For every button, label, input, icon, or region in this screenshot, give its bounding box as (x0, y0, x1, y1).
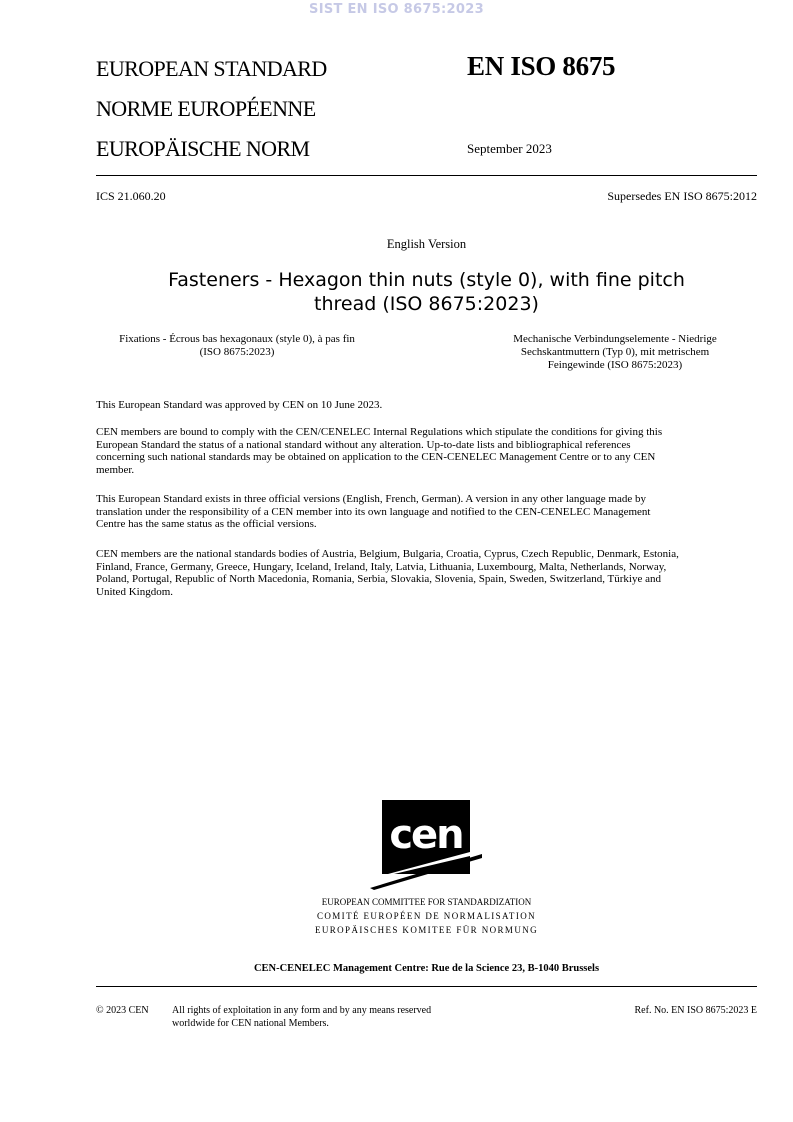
compliance-line: European Standard the status of a national standard without any alteration. Up-to-date lists and bibliographical references (96, 438, 631, 451)
german-title-line-1: Mechanische Verbindungselemente - Niedrige (513, 333, 717, 345)
title-german: EUROPÄISCHE NORM (96, 136, 310, 161)
title-french: NORME EUROPÉENNE (96, 96, 316, 121)
versions-line: Centre has the same status as the official versions. (96, 518, 317, 530)
management-centre-address: CEN-CENELEC Management Centre: Rue de la Science 23, B-1040 Brussels (253, 963, 600, 974)
compliance-paragraph (96, 426, 758, 476)
members-line: Finland, France, Germany, Greece, Hungary, Iceland, Ireland, Italy, Latvia, Lithuania, Luxembourg, Malta, Netherlands, Norway, (96, 560, 667, 573)
cen-logo-text: cen (389, 812, 463, 858)
document-title (96, 268, 757, 316)
header-divider (96, 175, 757, 176)
committee-english: EUROPEAN COMMITTEE FOR STANDARDIZATION (321, 897, 532, 907)
approval-paragraph: This European Standard was approved by CEN on 10 June 2023. (96, 399, 383, 411)
members-line: Poland, Portugal, Republic of North Macedonia, Romania, Serbia, Slovakia, Slovenia, Spain, Sweden, Switzerland, Türkiye and (96, 573, 661, 585)
committee-french: COMITÉ EUROPÉEN DE NORMALISATION (316, 911, 537, 921)
members-line: CEN members are the national standards bodies of Austria, Belgium, Bulgaria, Croatia, Cyprus, Czech Republic, Denmark, Estonia, (96, 548, 679, 560)
footer-divider (96, 986, 757, 987)
standard-number: EN ISO 8675 (467, 51, 616, 81)
rights-line: worldwide for CEN national Members. (172, 1017, 329, 1029)
versions-paragraph (96, 493, 758, 531)
publication-date: September 2023 (467, 141, 552, 156)
committee-german: EUROPÄISCHES KOMITEE FÜR NORMUNG (314, 925, 539, 935)
document-title-line-1: Fasteners - Hexagon thin nuts (style 0), with fine pitch (168, 269, 685, 291)
compliance-line: member. (96, 463, 135, 476)
watermark-text: SIST EN ISO 8675:2023 (309, 2, 484, 17)
german-title-line-3: Feingewinde (ISO 8675:2023) (547, 359, 683, 371)
members-line: United Kingdom. (96, 585, 173, 598)
cen-logo (370, 800, 482, 890)
german-title (470, 333, 760, 372)
rights-statement (172, 1005, 431, 1030)
versions-line: translation under the responsibility of a CEN member into its own language and notified to the CEN-CENELEC Management (96, 505, 651, 518)
french-title (96, 333, 378, 359)
title-english: EUROPEAN STANDARD (96, 56, 327, 81)
ics-code: ICS 21.060.20 (96, 189, 166, 203)
version-label: English Version (386, 237, 467, 251)
french-title-line-2: (ISO 8675:2023) (199, 346, 275, 358)
rights-line: All rights of exploitation in any form and by any means reserved (172, 1005, 432, 1016)
french-title-line-1: Fixations - Écrous bas hexagonaux (style 0), à pas fin (119, 333, 355, 345)
supersedes-note: Supersedes EN ISO 8675:2012 (607, 189, 757, 203)
german-title-line-2: Sechskantmuttern (Typ 0), mit metrischem (520, 346, 710, 358)
document-title-line-2: thread (ISO 8675:2023) (314, 293, 539, 315)
compliance-line: concerning such national standards may be obtained on application to the CEN-CENELEC Management Centre or to any CEN (96, 451, 656, 463)
reference-number: Ref. No. EN ISO 8675:2023 E (634, 1005, 757, 1016)
members-paragraph (96, 548, 758, 598)
copyright: © 2023 CEN (96, 1005, 149, 1016)
versions-line: This European Standard exists in three official versions (English, French, German). A version in any other language made by (96, 493, 646, 505)
compliance-line: CEN members are bound to comply with the CEN/CENELEC Internal Regulations which stipulate the conditions for giving this (96, 426, 663, 438)
